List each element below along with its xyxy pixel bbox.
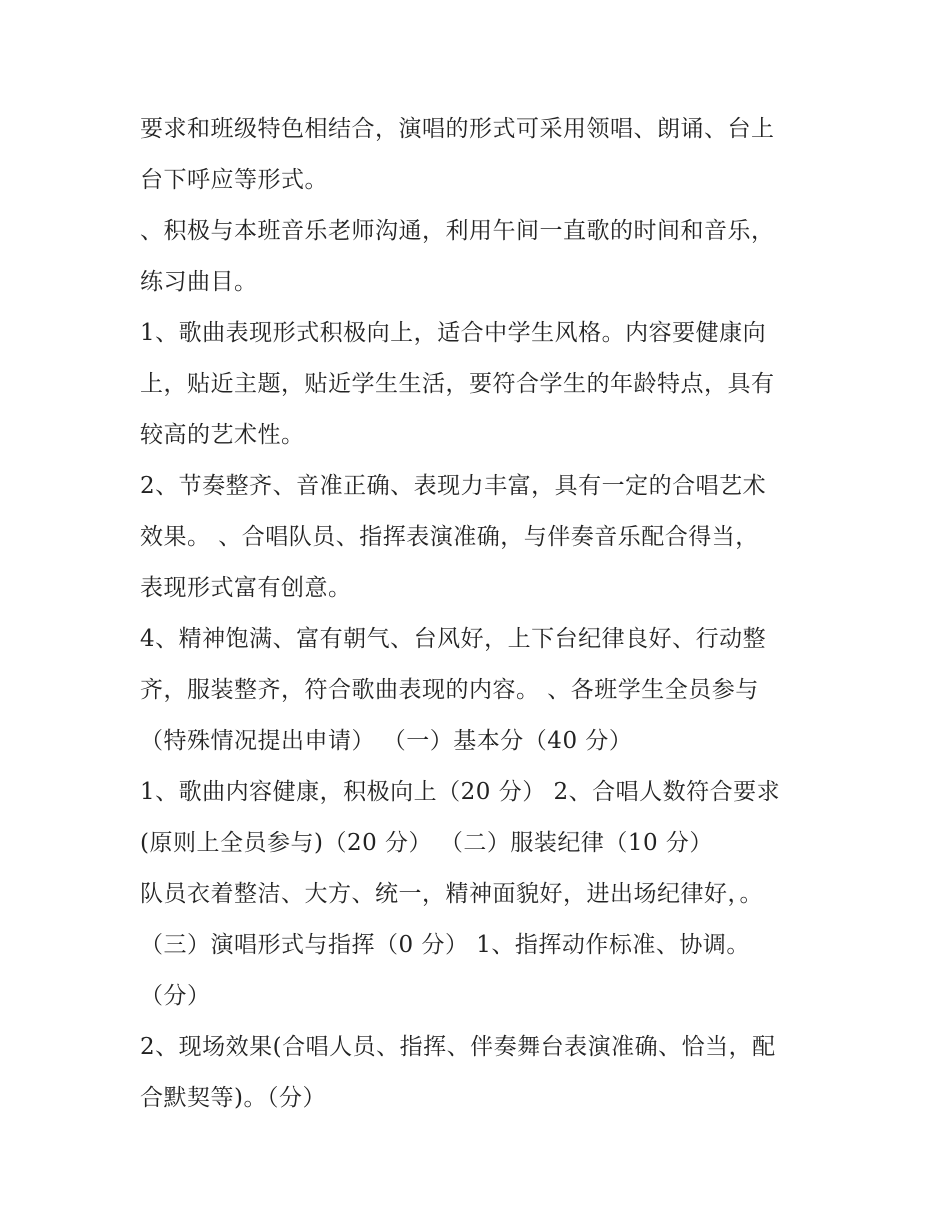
text-line-8: 2、节奏整齐、音准正确、表现力丰富，具有一定的合唱艺术 xyxy=(140,473,767,499)
text-line-13: （特殊情况提出申请） （一）基本分（40 分） xyxy=(140,728,633,754)
text-line-4: 练习曲目。 xyxy=(140,269,258,295)
text-line-12: 齐，服装整齐，符合歌曲表现的内容。 、各班学生全员参与 xyxy=(140,677,759,703)
text-line-1: 要求和班级特色相结合，演唱的形式可采用领唱、朗诵、台上 xyxy=(140,116,775,142)
text-line-17: （三）演唱形式与指挥（0 分） 1、指挥动作标准、协调。 xyxy=(140,932,750,958)
text-line-7: 较高的艺术性。 xyxy=(140,422,305,448)
text-line-14: 1、歌曲内容健康，积极向上（20 分） 2、合唱人数符合要求 xyxy=(140,779,781,805)
text-line-10: 表现形式富有创意。 xyxy=(140,575,352,601)
text-line-15: (原则上全员参与)（20 分） （二）服装纪律（10 分） xyxy=(140,830,713,856)
text-line-9: 效果。 、合唱队员、指挥表演准确，与伴奏音乐配合得当， xyxy=(140,524,759,550)
text-line-20: 合默契等)。（分） xyxy=(140,1085,326,1111)
text-line-11: 4、精神饱满、富有朝气、台风好，上下台纪律良好、行动整 xyxy=(140,626,767,652)
text-line-3: 、积极与本班音乐老师沟通，利用午间一直歌的时间和音乐， xyxy=(140,218,775,244)
text-line-6: 上，贴近主题，贴近学生生活，要符合学生的年龄特点，具有 xyxy=(140,371,775,397)
text-line-2: 台下呼应等形式。 xyxy=(140,167,328,193)
document-body xyxy=(140,104,820,1124)
text-line-19: 2、现场效果(合唱人员、指挥、伴奏舞台表演准确、恰当，配 xyxy=(140,1034,776,1060)
text-line-16: 队员衣着整洁、大方、统一，精神面貌好，进出场纪律好，。 xyxy=(140,881,763,907)
text-line-18: （分） xyxy=(140,983,211,1009)
text-line-5: 1、歌曲表现形式积极向上，适合中学生风格。内容要健康向 xyxy=(140,320,767,346)
